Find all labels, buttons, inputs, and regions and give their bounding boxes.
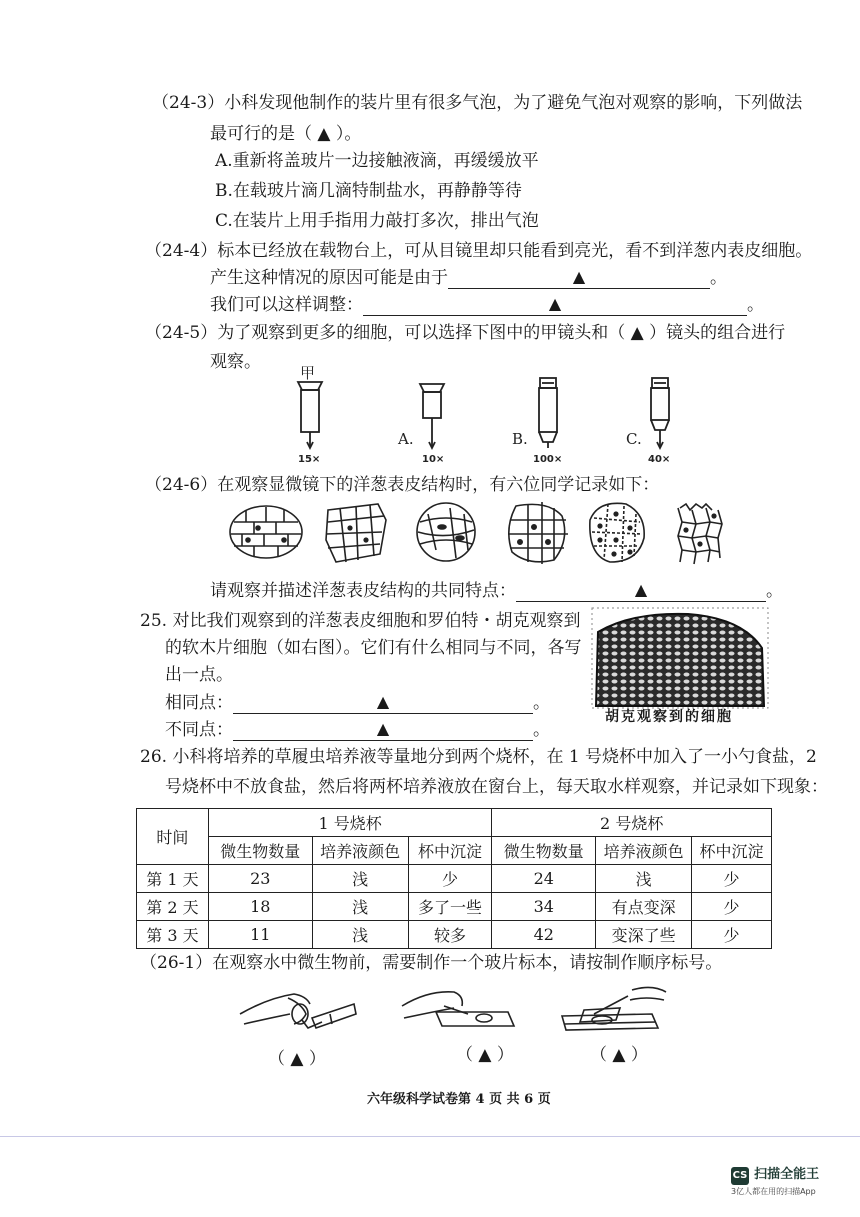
table-cell: 少: [692, 893, 772, 921]
table-row: [137, 921, 772, 949]
lens-c: [626, 378, 670, 465]
table-cell: 少: [692, 921, 772, 949]
scanner-tagline: 3亿人都在用的扫描App: [731, 1187, 816, 1196]
q25-same-blank[interactable]: [233, 692, 533, 714]
q24-4-adjust-label: 我们可以这样调整：: [210, 295, 363, 315]
period: 。: [710, 268, 727, 288]
table-subheader: 微生物数量: [492, 837, 596, 865]
onion-cell-drawings: [228, 500, 723, 570]
table-cell: 变深了些: [596, 921, 692, 949]
scanner-name: 扫描全能王: [754, 1167, 820, 1182]
onion-drawing-5: [590, 503, 644, 562]
period: 。: [747, 295, 764, 315]
q25-diff-line: [165, 719, 550, 741]
table-row: [137, 893, 772, 921]
lens-jia-mag: 15×: [298, 454, 321, 465]
lens-a-label: A.: [398, 430, 414, 448]
onion-drawing-4: [508, 502, 568, 564]
answer-mark: ▲: [548, 294, 562, 313]
q26-line1: 26. 小科将培养的草履虫培养液等量地分到两个烧杯，在 1 号烧杯中加入了一小勺食盐，2: [140, 747, 817, 767]
period: 。: [766, 581, 783, 601]
table-subheader: 微生物数量: [208, 837, 312, 865]
hooke-cork-cells-image: [592, 608, 768, 708]
slide-step-figure-3: [562, 987, 666, 1030]
table-header-cup1: 1 号烧杯: [208, 809, 492, 837]
onion-drawing-3: [417, 503, 475, 561]
q24-3-option-a: A.重新将盖玻片一边接触液滴，再缓缓放平: [215, 151, 539, 171]
slide-step-figure-2: [402, 992, 514, 1026]
lens-b: [512, 378, 562, 465]
lens-b-mag: 100×: [533, 454, 563, 465]
page-divider: [0, 1136, 860, 1137]
lens-figure: [290, 362, 690, 472]
period: 。: [533, 720, 550, 740]
q26-line2: 号烧杯中不放食盐，然后将两杯培养液放在窗台上，每天取水样观察，并记录如下现象：: [165, 777, 828, 797]
table-cell: 第 3 天: [137, 921, 209, 949]
answer-slot-3[interactable]: （ ▲ ）: [590, 1045, 648, 1065]
table-subheader: 培养液颜色: [312, 837, 408, 865]
slide-prep-figures: [232, 984, 682, 1042]
q24-3-line2: 最可行的是（ ▲ ）。: [210, 124, 362, 144]
table-cell: 浅: [312, 893, 408, 921]
q24-5-line1: （24-5）为了观察到更多的细胞，可以选择下图中的甲镜头和（ ▲ ）镜头的组合进行: [145, 323, 786, 343]
table-header-cup2: 2 号烧杯: [492, 809, 772, 837]
q25-line1: 25. 对比我们观察到的洋葱表皮细胞和罗伯特・胡克观察到: [140, 611, 581, 631]
answer-slot-1[interactable]: （ ▲ ）: [268, 1049, 326, 1069]
table-cell: 浅: [312, 865, 408, 893]
period: 。: [533, 693, 550, 713]
lens-jia: [298, 364, 322, 465]
q25-same-line: [165, 692, 550, 714]
table-subheader: 杯中沉淀: [408, 837, 492, 865]
scanner-logo: CS: [731, 1167, 749, 1185]
q24-4-reason-label: 产生这种情况的原因可能是由于: [210, 268, 448, 288]
onion-drawing-6: [678, 504, 722, 564]
observation-table: [136, 808, 772, 949]
table-cell: 42: [492, 921, 596, 949]
table-cell: 18: [208, 893, 312, 921]
table-cell: 11: [208, 921, 312, 949]
table-cell: 34: [492, 893, 596, 921]
table-cell: 浅: [312, 921, 408, 949]
q25-diff-label: 不同点：: [165, 720, 233, 740]
answer-mark: ▲: [572, 267, 586, 286]
lens-a: [397, 384, 444, 465]
hooke-caption: 胡克观察到的细胞: [605, 709, 733, 725]
q24-3-option-c: C.在装片上用手指用力敲打多次，排出气泡: [215, 211, 539, 231]
q24-5-line2: 观察。: [210, 352, 261, 372]
q26-1-line: （26-1）在观察水中微生物前，需要制作一个玻片标本，请按制作顺序标号。: [140, 953, 723, 973]
table-cell: 少: [692, 865, 772, 893]
q24-4-line3: [210, 294, 764, 316]
answer-slot-2[interactable]: （ ▲ ）: [456, 1045, 514, 1065]
table-cell: 多了一些: [408, 893, 492, 921]
answer-mark: ▲: [634, 580, 648, 599]
table-row: [137, 865, 772, 893]
table-cell: 浅: [596, 865, 692, 893]
q24-4-adjust-blank[interactable]: [363, 294, 747, 316]
answer-mark: ▲: [376, 692, 390, 711]
page-footer: 六年级科学试卷第 4 页 共 6 页: [367, 1092, 551, 1107]
table-cell: 23: [208, 865, 312, 893]
q24-4-reason-blank[interactable]: [448, 267, 710, 289]
q24-6-prompt-line: [210, 580, 783, 602]
lens-a-mag: 10×: [422, 454, 445, 465]
q25-same-label: 相同点：: [165, 693, 233, 713]
lens-jia-label: 甲: [300, 364, 316, 382]
table-cell: 较多: [408, 921, 492, 949]
q24-3-line1: （24-3）小科发现他制作的装片里有很多气泡，为了避免气泡对观察的影响，下列做法: [152, 93, 803, 113]
q24-6-line1: （24-6）在观察显微镜下的洋葱表皮结构时，有六位同学记录如下：: [145, 475, 660, 495]
lens-b-label: B.: [512, 430, 528, 448]
lens-c-mag: 40×: [648, 454, 671, 465]
q24-4-line1: （24-4）标本已经放在载物台上，可从目镜里却只能看到亮光，看不到洋葱内表皮细胞。: [145, 241, 813, 261]
q24-6-prompt: 请观察并描述洋葱表皮结构的共同特点：: [210, 581, 516, 601]
q24-6-blank[interactable]: [516, 580, 766, 602]
table-cell: 第 2 天: [137, 893, 209, 921]
table-subheader-row: [137, 837, 772, 865]
table-cell: 24: [492, 865, 596, 893]
slide-step-figure-1: [240, 994, 356, 1028]
q24-4-line2: [210, 267, 727, 289]
table-cell: 第 1 天: [137, 865, 209, 893]
lens-c-label: C.: [626, 430, 642, 448]
onion-drawing-2: [326, 504, 386, 562]
q24-3-option-b: B.在载玻片滴几滴特制盐水，再静静等待: [215, 181, 522, 201]
q25-line2: 的软木片细胞（如右图）。它们有什么相同与不同，各写: [165, 638, 582, 658]
table-cell: 少: [408, 865, 492, 893]
answer-mark: ▲: [376, 719, 390, 738]
q25-line3: 出一点。: [165, 665, 233, 685]
table-cell: 有点变深: [596, 893, 692, 921]
table-subheader: 培养液颜色: [596, 837, 692, 865]
table-header-time: 时间: [137, 809, 209, 865]
q25-diff-blank[interactable]: [233, 719, 533, 741]
onion-drawing-1: [230, 506, 302, 558]
table-subheader: 杯中沉淀: [692, 837, 772, 865]
scanner-watermark: [731, 1163, 819, 1185]
